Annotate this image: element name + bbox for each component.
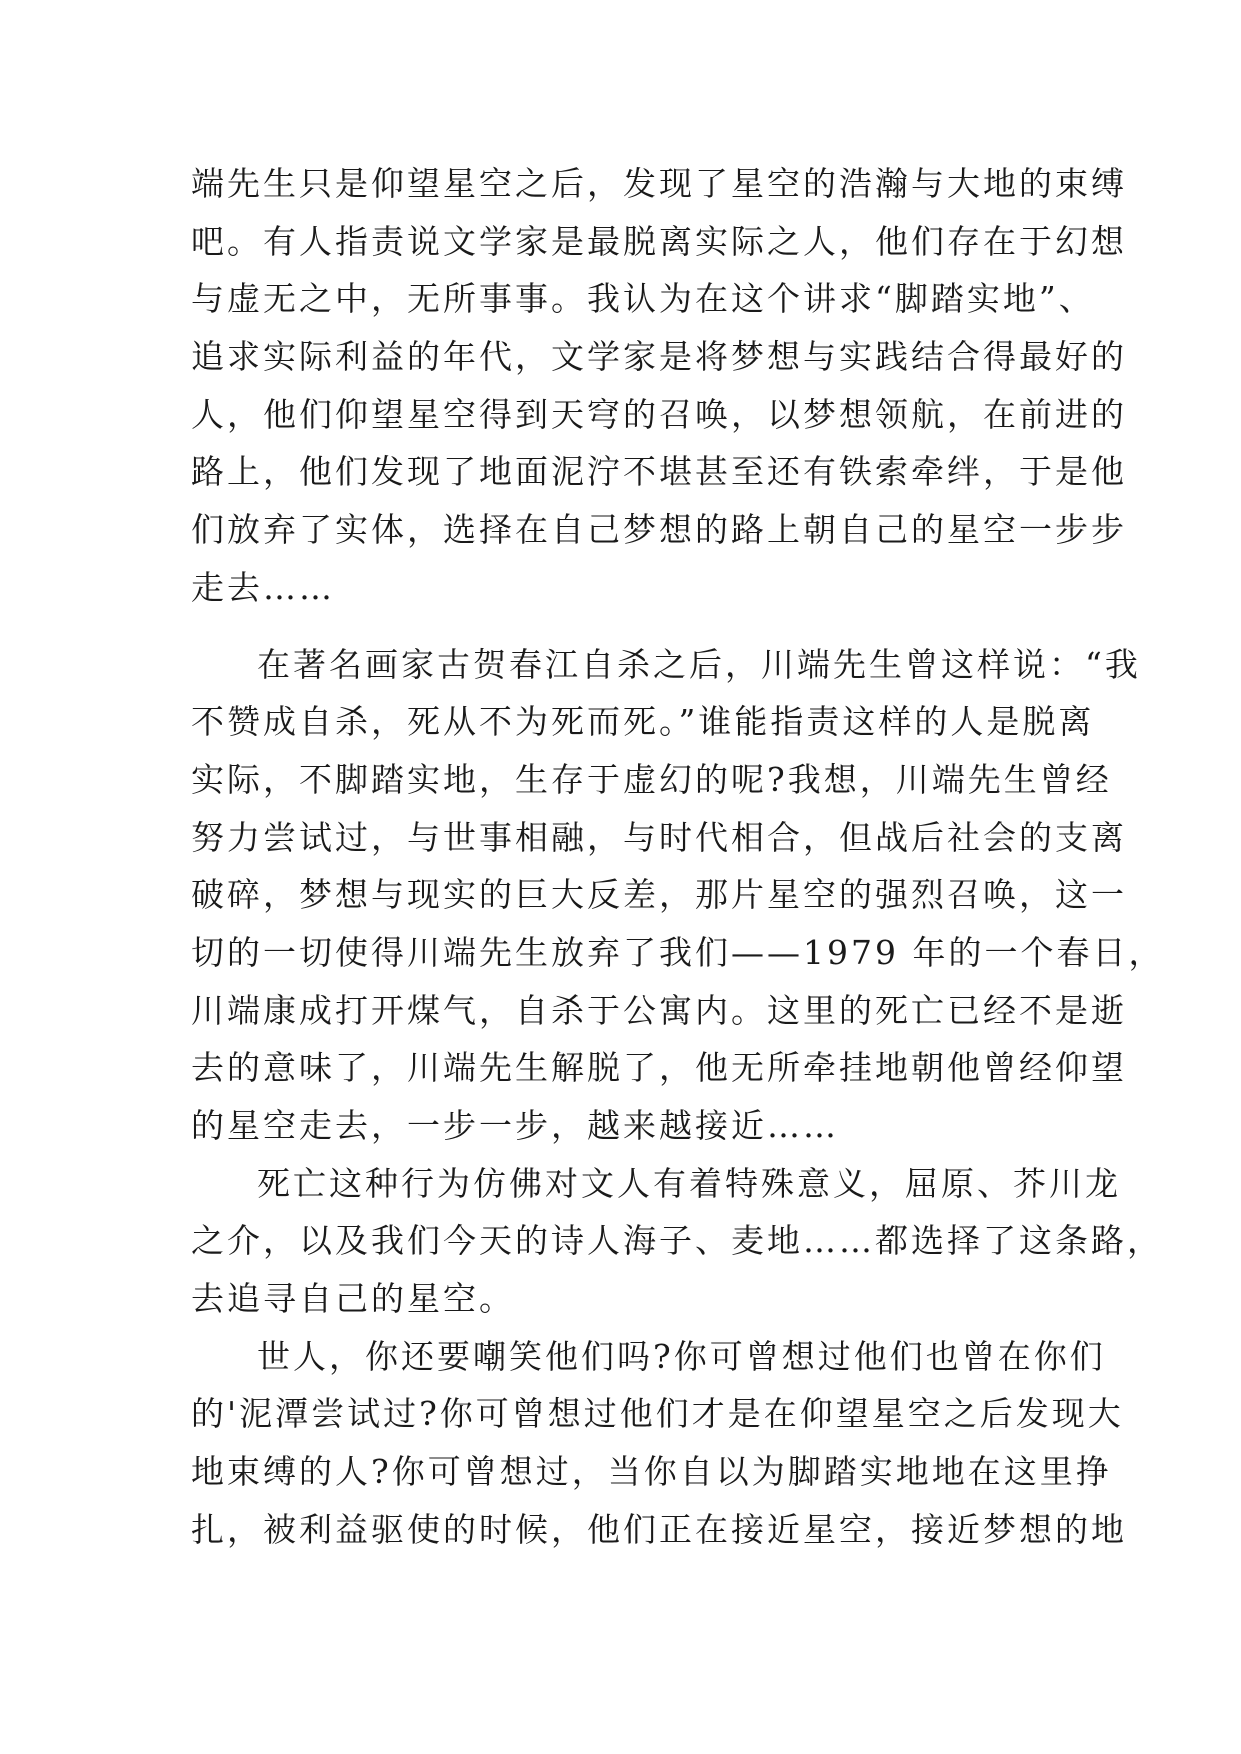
text-line: 与虚无之中，无所事事。我认为在这个讲求“脚踏实地”、 xyxy=(191,279,1095,319)
text-line: 的星空走去，一步一步，越来越接近…… xyxy=(191,1106,839,1145)
paragraph-start-line: 世人，你还要嘲笑他们吗?你可曾想过他们也曾在你们 xyxy=(257,1336,1106,1376)
text-line: 路上，他们发现了地面泥泞不堪甚至还有铁索牵绊，于是他 xyxy=(191,452,1127,492)
text-line: 扎，被利益驱使的时候，他们正在接近星空，接近梦想的地 xyxy=(191,1509,1127,1549)
text-line: 去追寻自己的星空。 xyxy=(191,1279,515,1319)
text-line: 们放弃了实体，选择在自己梦想的路上朝自己的星空一步步 xyxy=(191,510,1127,550)
text-line: 之介，以及我们今天的诗人海子、麦地……都选择了这条路， xyxy=(191,1221,1163,1261)
text-line: 人，他们仰望星空得到天穹的召唤，以梦想领航，在前进的 xyxy=(191,394,1127,434)
paragraph-start-line: 在著名画家古贺春江自杀之后，川端先生曾这样说：“我 xyxy=(257,644,1141,684)
text-line: 去的意味了，川端先生解脱了，他无所牵挂地朝他曾经仰望 xyxy=(191,1048,1127,1088)
text-line: 地束缚的人?你可曾想过，当你自以为脚踏实地地在这里挣 xyxy=(191,1452,1112,1492)
text-line: 走去…… xyxy=(191,567,335,607)
essay-body xyxy=(191,155,1165,1559)
text-line: 的'泥潭尝试过?你可曾想过他们才是在仰望星空之后发现大 xyxy=(191,1394,1124,1434)
text-line: 努力尝试过，与世事相融，与时代相合，但战后社会的支离 xyxy=(191,817,1127,857)
text-line: 川端康成打开煤气，自杀于公寓内。这里的死亡已经不是逝 xyxy=(191,990,1127,1030)
text-line: 切的一切使得川端先生放弃了我们——1979 年的一个春日， xyxy=(191,932,1165,972)
text-line: 端先生只是仰望星空之后，发现了星空的浩瀚与大地的束缚 xyxy=(191,164,1127,203)
text-line: 破碎，梦想与现实的巨大反差，那片星空的强烈召唤，这一 xyxy=(191,875,1127,915)
text-line: 追求实际利益的年代，文学家是将梦想与实践结合得最好的 xyxy=(191,337,1127,377)
paragraph-start-line: 死亡这种行为仿佛对文人有着特殊意义，屈原、芥川龙 xyxy=(257,1163,1121,1203)
text-line: 不赞成自杀，死从不为死而死。”谁能指责这样的人是脱离 xyxy=(191,702,1095,742)
text-line: 吧。有人指责说文学家是最脱离实际之人，他们存在于幻想 xyxy=(191,221,1127,261)
text-line: 实际，不脚踏实地，生存于虚幻的呢?我想，川端先生曾经 xyxy=(191,759,1112,799)
